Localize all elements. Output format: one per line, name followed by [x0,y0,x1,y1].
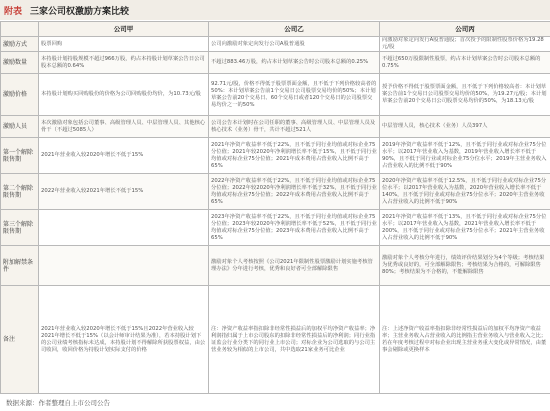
table-row-first-unlock-period [1,138,550,174]
table-cell: 不超过650万股限制性股票，约占本计划草案公告时公司股本总额的0.75% [380,52,550,74]
table-cell-empty [39,246,209,286]
row-label: 附加解禁条件 [1,246,39,286]
table-cell: 本次激励对象包括公司董事、高级管理人员、中层管理人员、其他核心骨干（不超过5085人） [39,116,209,138]
table-cell: 92.71元/股，价格不得低于股票票面金额，且不低于下列价格较高者的50%：本计划草案公告前1个交易日公司股票交易均价的50%；本计划草案公告前20个交易日、60个交易日或者120个交易日的公司股票交易均价之一的50% [209,74,380,116]
table-cell: 2019年净资产收益率不低于12%，且不低于同行业或对标企业75分位水平；以2017年营业收入为基数，2019年营业收入增长率不低于90%，且不低于同行业或对标企业75分位水平；2019年主营业务收入占营业收入的比例不低于90% [380,138,550,174]
table-cell: 2021年营业收入较2020年增长不低于15% [39,138,209,174]
table-cell: 2021年营业收入较2020年增长不低于15%且2022年营业收入较2021年增长不低于15%（以会计师审计结果为准），若本持股计划下的公司业绩考核指标未达成，本持股计划不得解除所获股票权益，由公司收回，收回价格为持股计划实际支付的价格 [39,286,209,394]
row-label: 激励价格 [1,74,39,116]
table-cell: 向激励对象定向发行A股普通股；首次授予的限制性股票价格为19.28元/股 [380,37,550,52]
table-cell: 激励对象个人考核分年进行，绩效评价结果划分为4个等级；考核结果为优秀或良好的，可全部解除限售；考核结果为合格的，可解除限售80%；考核结果为不合格的，不能解除限售 [380,246,550,286]
table-cell-empty [39,210,209,246]
table-cell: 2023年净资产收益率不低于22%，且不低于同行业均值或对标企业75分位值；2023年较2020年净利润增长率不低于52%，且不低于同行业均值或对标企业75分位值；2023年成本费用占营业收入比例不高于65% [209,210,380,246]
table-cell: 2022年营业收入较2021年增长不低于15% [39,174,209,210]
table-cell: 股票回购 [39,37,209,52]
table-cell: 注：上述净资产收益率指扣除非经常性损益后的加权平均净资产收益率；主营业务收入占营业收入的比例指主营业务收入与营业收入之比；若在年度考核过程中对标企业出现主营业务重大变化或异常情况，由董事会剔除或更换样本 [380,286,550,394]
table-cell: 2021年净资产收益率不低于22%，且不低于同行业均值或对标企业75分位值；2021年较2020年净利润增长率不低于15%，且不低于同行业均值或对标企业75分位值；2021年成本费用占营业收入比例不高于65% [209,138,380,174]
column-header-company-b: 公司乙 [209,22,380,37]
row-label: 备注 [1,286,39,394]
table-row-second-unlock-period [1,174,550,210]
row-label: 激励数量 [1,52,39,74]
column-header-blank [1,22,39,37]
table-title: 三家公司权激励方案比较 [30,6,130,17]
table-row-incentive-price [1,74,550,116]
table-cell: 本持股计划持股规模不超过966万股，约占本持股计划草案公告日公司股本总额的0.64% [39,52,209,74]
table-cell: 注：净资产收益率指扣除非经常性损益后的加权平均净资产收益率；净利润指归属于上市公司股东的扣除非经常性损益后的净利润；同行业指证监会行业分类下的同行业上市公司；对标企业为公司选取的与公司主营业务较为相似的上市公司，共中选取21家业务可比企业 [209,286,380,394]
row-label: 激励方式 [1,37,39,52]
table-row-incentive-method [1,37,550,52]
row-label: 第一个解除限售期 [1,138,39,174]
comparison-table [0,21,550,394]
table-row-incentive-quantity [1,52,550,74]
table-cell: 2021年净资产收益率不低于13%，且不低于同行业或对标企业75分位水平；以2017年营业收入为基数，2021年营业收入增长率不低于200%，且不低于同行业或对标企业75分位水平；2021年主营业务收入占营业收入的比例不低于90% [380,210,550,246]
appendix-tag: 附表 [4,6,23,17]
table-cell: 2022年净资产收益率不低于22%，且不低于同行业均值或对标企业75分位值；2022年较2020年净利润增长率不低于32%，且不低于同行业均值或对标企业75分位值；2022年成本费用占营业收入比例不高于65% [209,174,380,210]
table-row-remarks [1,286,550,394]
table-cell: 本持股计划购买回购股份的价格为公司回购股份均价，为10.73元/股 [39,74,209,116]
table-row-third-unlock-period [1,210,550,246]
table-cell: 公司向激励对象定向发行公司A股普通股 [209,37,380,52]
row-label: 第二个解除限售期 [1,174,39,210]
comparison-table-container [0,21,550,395]
table-row-incentive-personnel [1,116,550,138]
column-header-company-c: 公司丙 [380,22,550,37]
table-cell: 公司公告本计划时在公司任职的董事、高级管理人员、中层管理人员及核心技术（业务）骨干，共计不超过521人 [209,116,380,138]
table-cell: 不超过883.46万股，约占本计划草案公告时公司股本总额的0.25% [209,52,380,74]
table-cell: 2020年净资产收益率不低于12.5%，且不低于同行业或对标企业75分位水平；以2017年营业收入为基数，2020年营业收入增长率不低于140%，且不低于同行业或对标企业75分位水平；2020年主营业务收入占营业收入的比例不低于90% [380,174,550,210]
table-row-additional-unlock-conditions [1,246,550,286]
data-source-note: 数据来源：作者整理自上市公司公告 [6,399,110,407]
table-header-bar [0,0,550,20]
column-header-company-a: 公司甲 [39,22,209,37]
row-label: 第三个解除限售期 [1,210,39,246]
row-label: 激励人员 [1,116,39,138]
table-cell: 激励对象个人考核按照《公司2021年限制性股票激励计划实施考核管理办法》分年进行考核，优秀和良好者可全部解除限售 [209,246,380,286]
table-cell: 中层管理人员，核心技术（业务）人员397人 [380,116,550,138]
table-cell: 授予价格不得低于股票票面金额，且不低于下列价格较高者：本计划草案公告前1个交易日公司股票交易均价的50%，为19.27元/股；本计划草案公告前20个交易日公司股票交易均价的50%，为18.13元/股 [380,74,550,116]
